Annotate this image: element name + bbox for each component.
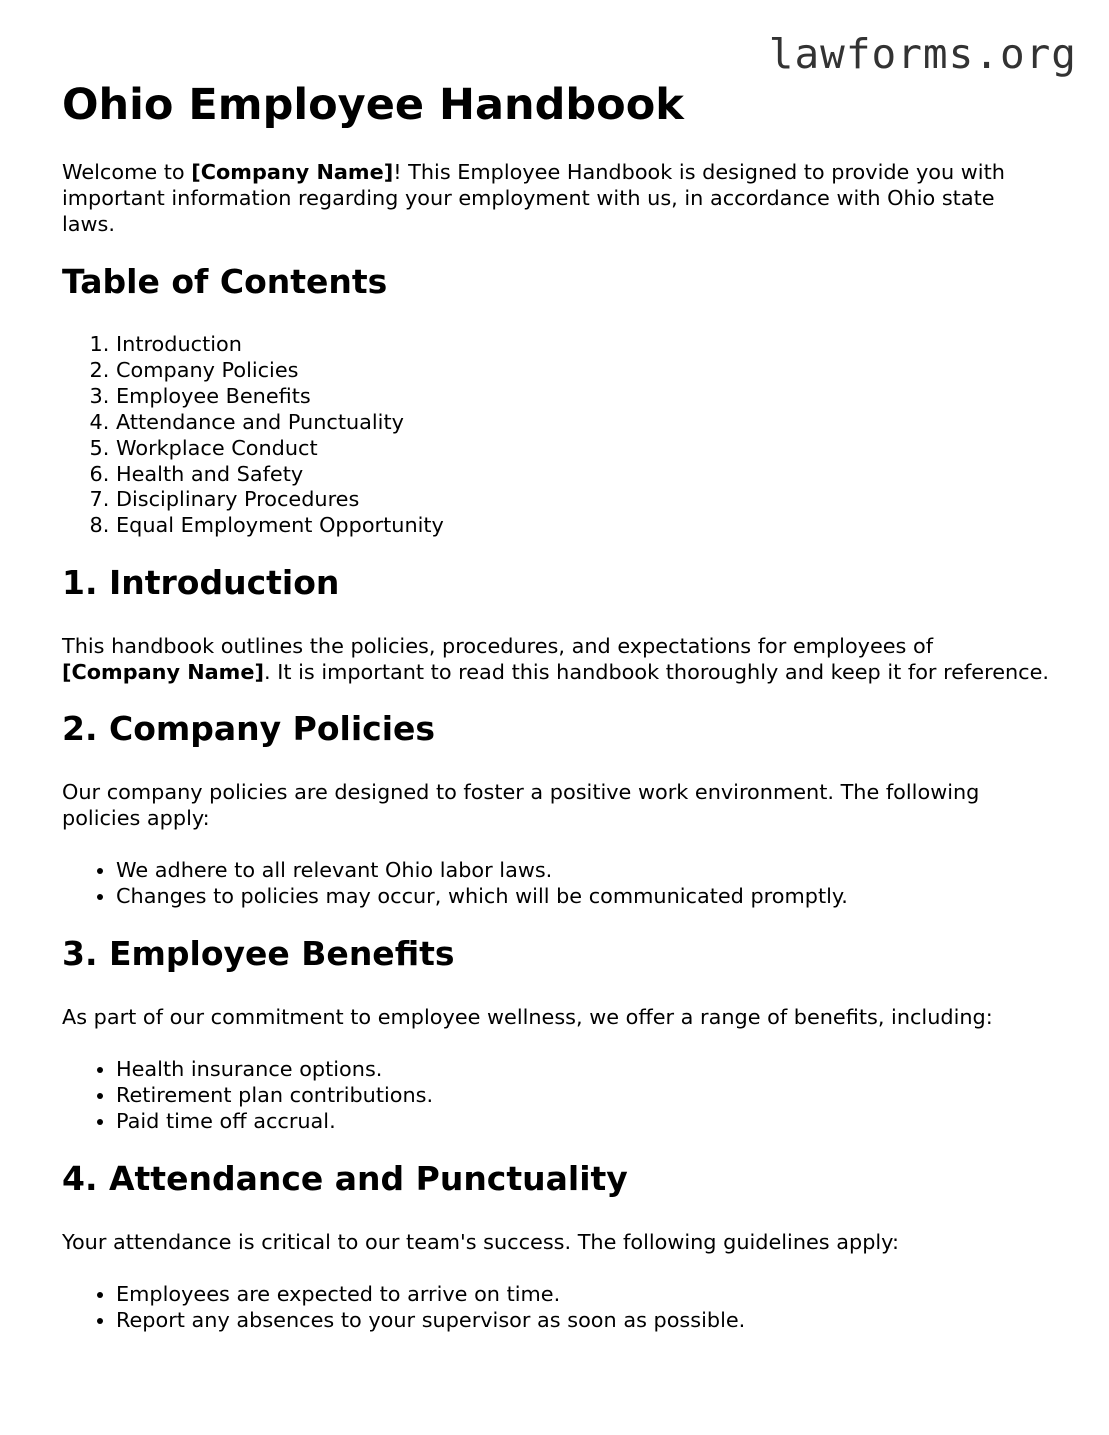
intro-company-name: [Company Name] — [191, 160, 394, 184]
list-item: • We adhere to all relevant Ohio labor laws. — [116, 858, 1052, 884]
attendance-paragraph: Your attendance is critical to our team's success. The following guidelines apply: — [62, 1229, 899, 1254]
toc-item: 6. Health and Safety — [116, 462, 1052, 488]
toc-heading: Table of Contents — [62, 262, 388, 301]
toc-item: 1. Introduction — [116, 332, 1052, 358]
list-item: • Report any absences to your supervisor as soon as possible. — [116, 1308, 1052, 1334]
section-heading-company-policies: 2. Company Policies — [62, 709, 436, 749]
section-heading-attendance: 4. Attendance and Punctuality — [62, 1158, 628, 1198]
toc-list — [62, 332, 1052, 539]
list-item: • Paid time off accrual. — [116, 1109, 1052, 1135]
document-page — [62, 78, 1052, 1358]
toc-item: 8. Equal Employment Opportunity — [116, 513, 1052, 539]
toc-item: 2. Company Policies — [116, 358, 1052, 384]
toc-item: 4. Attendance and Punctuality — [116, 410, 1052, 436]
page-title: Ohio Employee Handbook — [62, 80, 684, 130]
toc-item: 3. Employee Benefits — [116, 384, 1052, 410]
employee-benefits-list — [62, 1057, 1052, 1135]
intro-text-after: ! This Employee Handbook is designed to provide you with important information regarding your employment with us, in accordance with Ohio state laws. — [62, 160, 1005, 236]
toc-item: 7. Disciplinary Procedures — [116, 487, 1052, 513]
company-policies-paragraph: Our company policies are designed to foster a positive work environment. The following policies apply: — [62, 780, 980, 831]
list-item: • Health insurance options. — [116, 1057, 1052, 1083]
intro-text-before: Welcome to — [62, 160, 192, 184]
introduction-company-name: [Company Name] — [62, 660, 264, 685]
introduction-text-after: . It is important to read this handbook thoroughly and keep it for reference. — [263, 660, 1050, 685]
toc-item: 5. Workplace Conduct — [116, 436, 1052, 462]
section-heading-employee-benefits: 3. Employee Benefits — [62, 934, 455, 974]
list-item: • Employees are expected to arrive on time. — [116, 1282, 1052, 1308]
attendance-list — [62, 1282, 1052, 1334]
company-policies-list — [62, 858, 1052, 910]
list-item: • Changes to policies may occur, which will be communicated promptly. — [116, 884, 1052, 910]
section-heading-introduction: 1. Introduction — [62, 563, 340, 603]
introduction-paragraph — [62, 633, 1052, 685]
intro-paragraph — [62, 159, 1052, 237]
watermark-logo: lawforms.org — [768, 30, 1077, 78]
employee-benefits-paragraph: As part of our commitment to employee wellness, we offer a range of benefits, including: — [62, 1005, 993, 1030]
list-item: • Retirement plan contributions. — [116, 1083, 1052, 1109]
introduction-text-before: This handbook outlines the policies, procedures, and expectations for employees of — [62, 634, 934, 659]
